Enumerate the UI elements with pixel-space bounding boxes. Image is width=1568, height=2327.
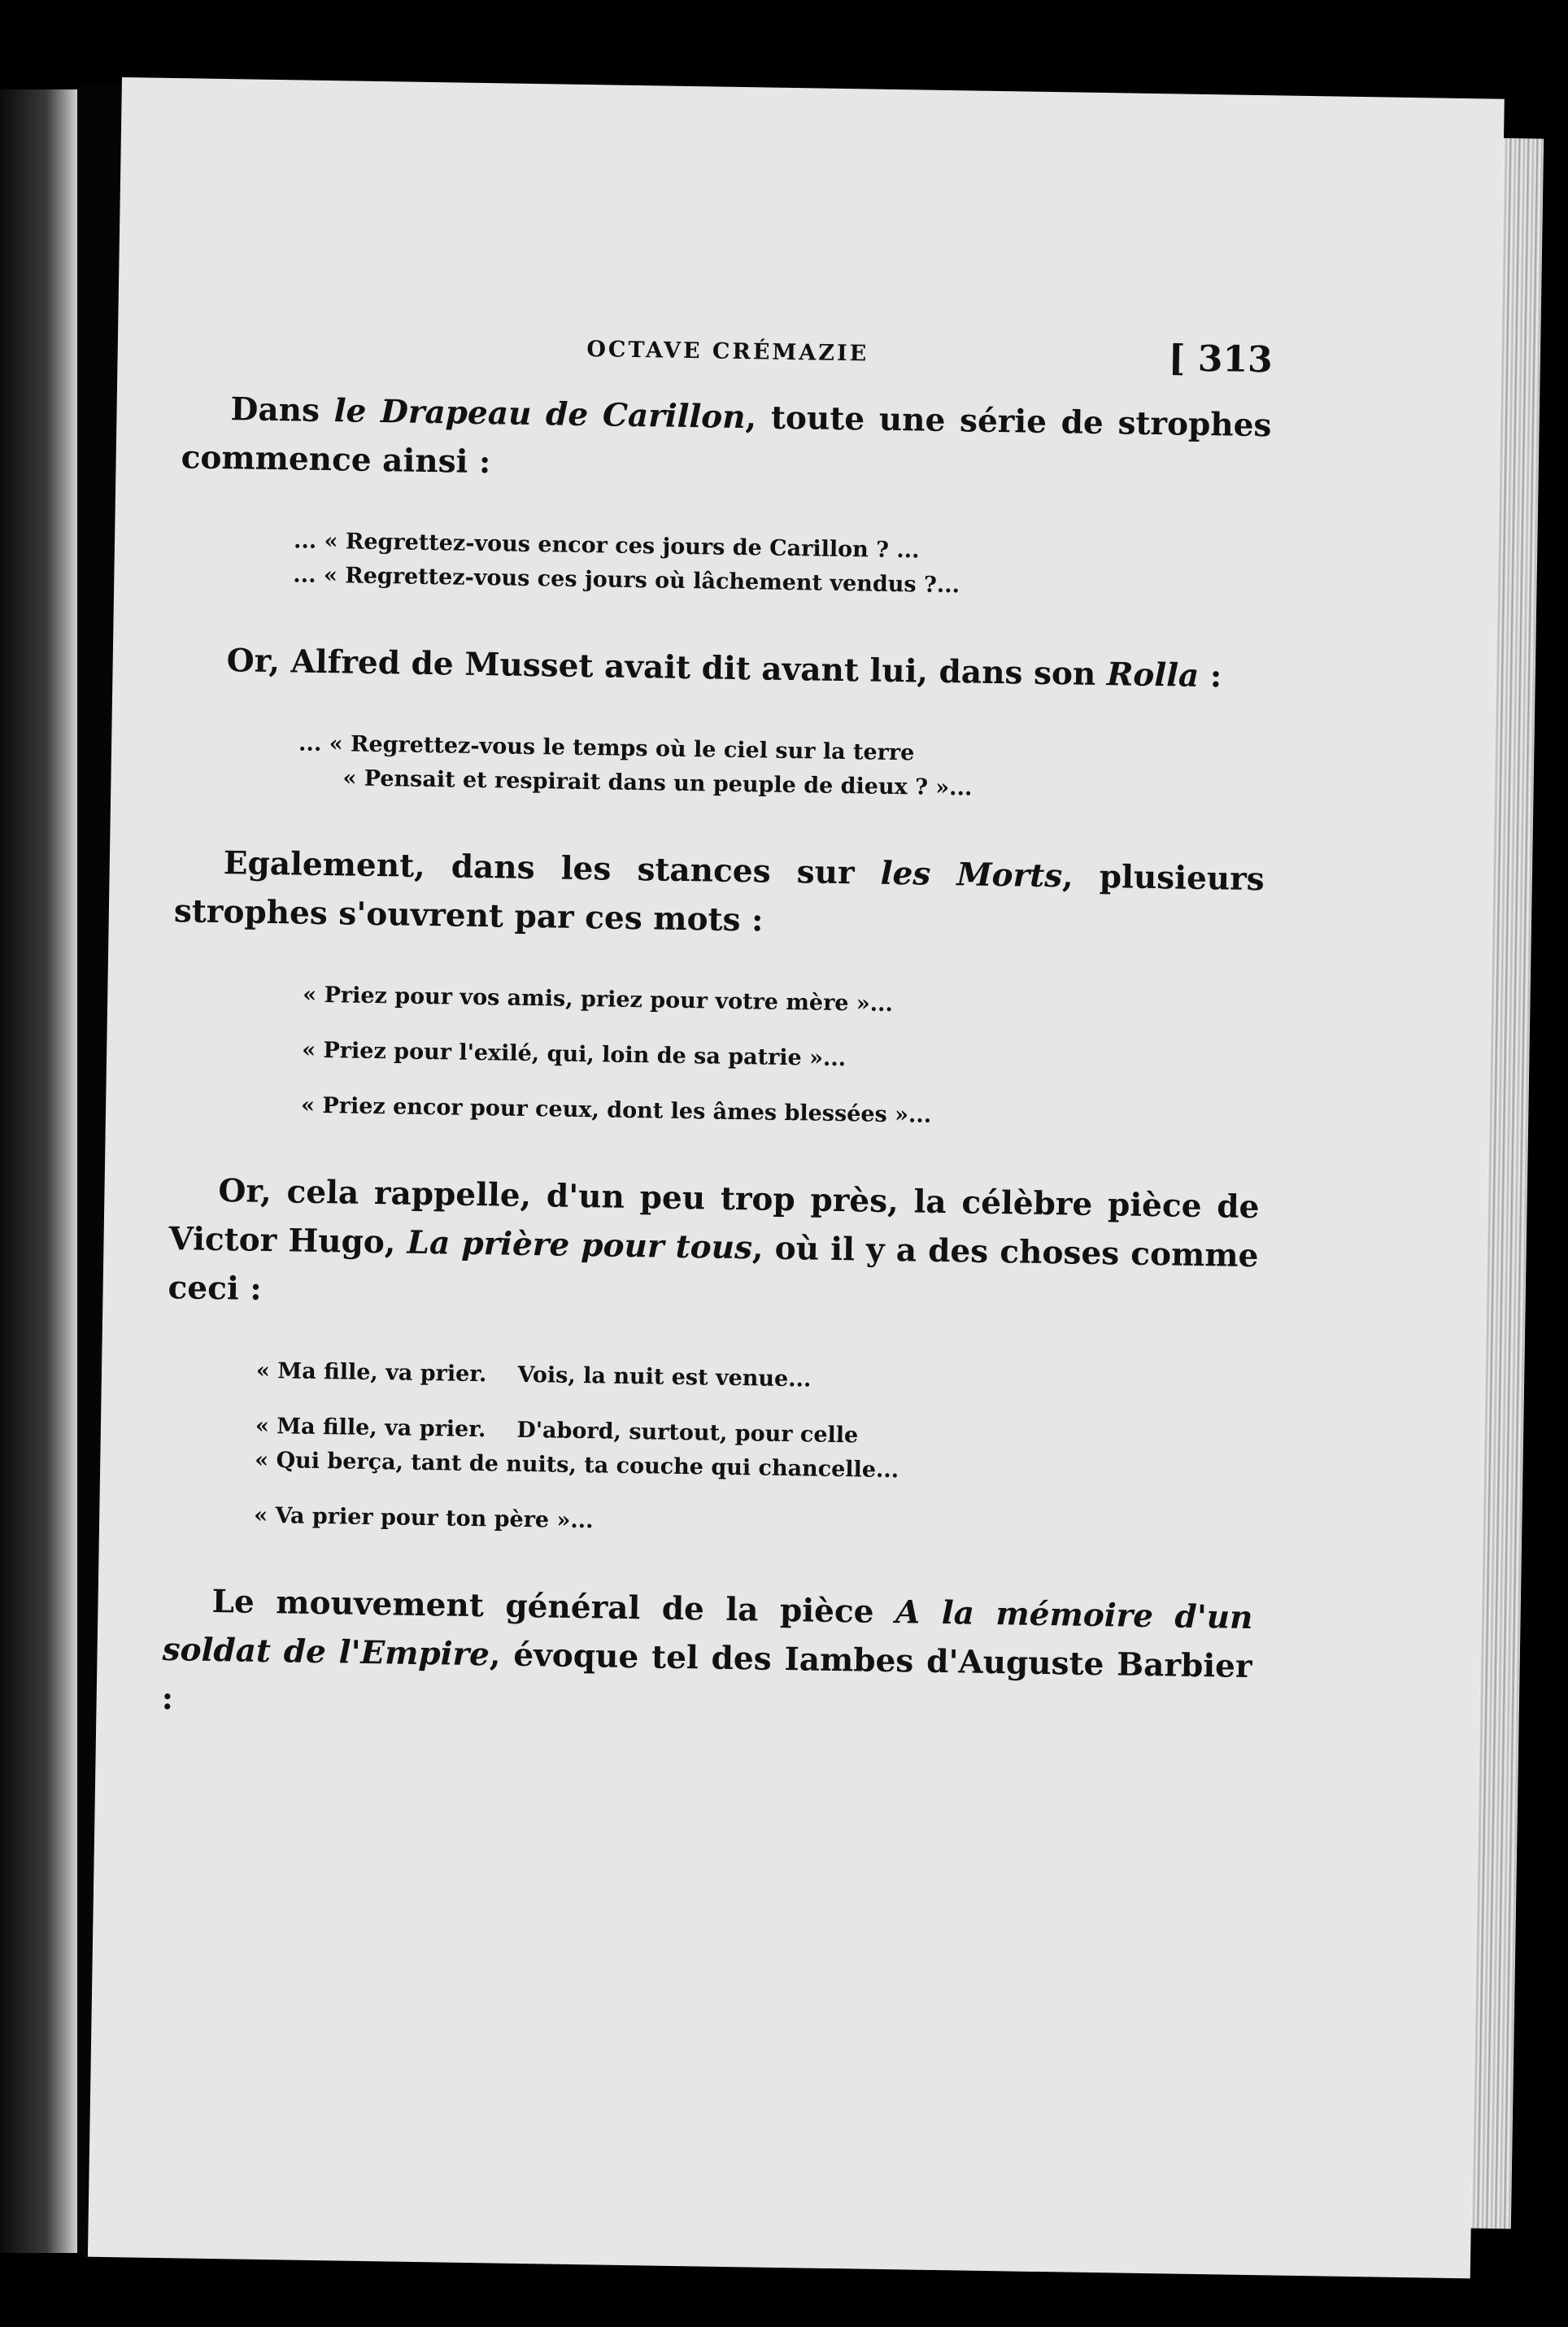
page-content xyxy=(161,322,1273,1740)
running-title: OCTAVE CRÉMAZIE xyxy=(586,337,869,367)
quote-rolla xyxy=(176,725,1266,810)
quote-hugo xyxy=(164,1353,1257,1549)
work-title: A la mémoire d'un soldat de l'Empire xyxy=(162,1593,1253,1674)
verse-line: « Priez pour vos amis, priez pour votre mère »... xyxy=(303,982,894,1018)
verse-line: « Va prier pour ton père »... xyxy=(254,1502,594,1534)
paragraph-carillon: Dans le Drapeau de Carillon, toute une série de strophes commence ainsi : xyxy=(181,390,1272,482)
facing-page-edge xyxy=(0,89,77,2253)
work-title: La prière pour tous xyxy=(407,1223,753,1267)
verse-line: « Ma fille, va prier. Vois, la nuit est venue... xyxy=(255,1357,812,1392)
work-title: le Drapeau de Carillon xyxy=(333,392,746,437)
paragraph-morts: Egalement, dans les stances sur les Morts, plusieurs strophes s'ouvrent par ces mots : xyxy=(173,844,1265,939)
verse-line: ... « Regrettez-vous ces jours où lâchement vendus ?... xyxy=(293,562,960,599)
work-title: les Morts xyxy=(880,854,1063,896)
book-page xyxy=(88,77,1505,2278)
verse-line: « Pensait et respirait dans un peuple de dieux ? »... xyxy=(342,765,973,801)
page-number: [ 313 xyxy=(1168,338,1274,381)
verse-line: « Priez encor pour ceux, dont les âmes blessées »... xyxy=(300,1092,932,1128)
paragraph-hugo: Or, cela rappelle, d'un peu trop près, la célèbre pièce de Victor Hugo, La prière pour tous, où il y a des choses comme ceci : xyxy=(168,1172,1260,1308)
verse-line: ... « Regrettez-vous encor ces jours de Carillon ? ... xyxy=(293,528,920,564)
verse-line: « Qui berça, tant de nuits, ta couche qui chancelle... xyxy=(255,1447,899,1484)
work-title: Rolla xyxy=(1106,656,1200,695)
paragraph-empire: Le mouvement général de la pièce A la mémoire d'un soldat de l'Empire, évoque tel des Iambes d'Auguste Barbier : xyxy=(161,1582,1253,1718)
running-head xyxy=(182,322,1273,396)
verse-line: « Ma fille, va prier. D'abord, surtout, pour celle xyxy=(255,1413,859,1449)
verse-line: ... « Regrettez-vous le temps où le ciel sur la terre xyxy=(298,730,915,766)
quote-carillon xyxy=(179,522,1270,608)
quote-morts xyxy=(171,976,1263,1138)
verse-line: « Priez pour l'exilé, qui, loin de sa patrie »... xyxy=(301,1037,847,1072)
paragraph-musset: Or, Alfred de Musset avait dit avant lui, dans son Rolla : xyxy=(226,642,1222,695)
